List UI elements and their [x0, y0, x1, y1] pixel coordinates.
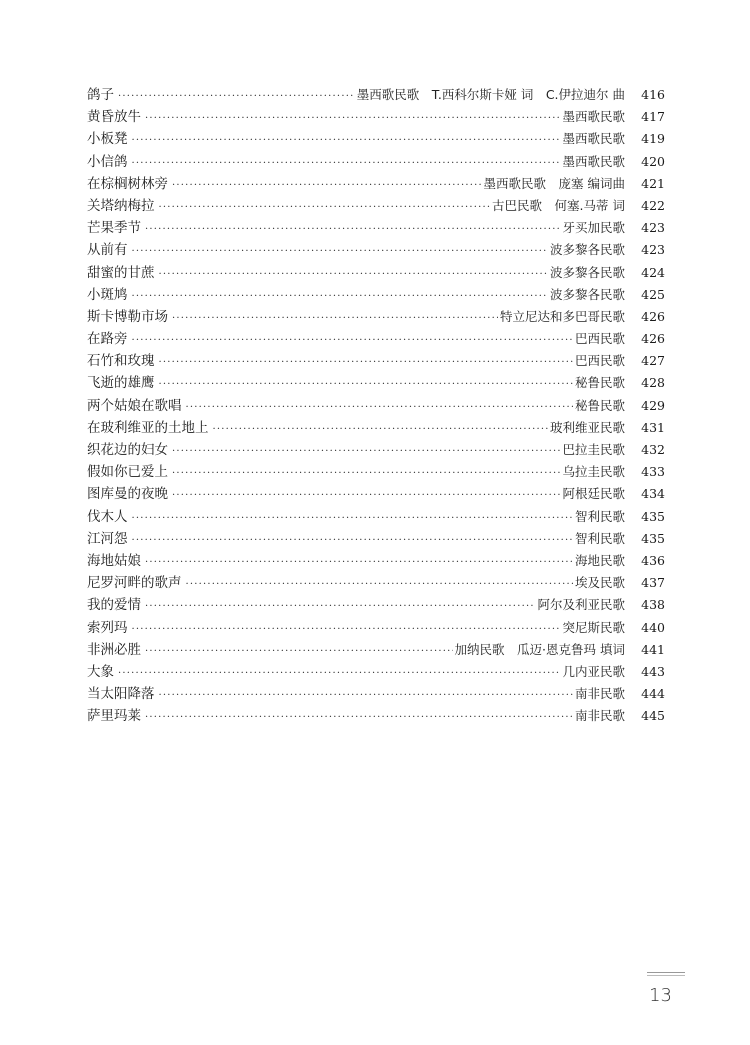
song-title: 在路旁: [87, 331, 128, 348]
page-ref: 424: [641, 264, 665, 280]
toc-entry[interactable]: [87, 417, 665, 439]
page-number: 13: [649, 985, 672, 1006]
song-title: 索列玛: [87, 619, 128, 636]
song-credit: 智利民歌: [574, 508, 625, 524]
song-credit: 秘鲁民歌: [574, 397, 625, 413]
dot-leader: [118, 663, 560, 685]
song-title: 在棕榈树林旁: [87, 175, 168, 192]
toc-entry[interactable]: [87, 439, 665, 461]
dot-leader: [159, 685, 573, 707]
song-credit: 南非民歌: [574, 708, 625, 724]
dot-leader: [172, 485, 560, 507]
song-title: 从前有: [87, 242, 128, 259]
toc-entry[interactable]: [87, 661, 665, 683]
toc-entry[interactable]: [87, 151, 665, 173]
footer-rule: [647, 972, 685, 976]
dot-leader: [172, 463, 560, 485]
page-ref: 419: [641, 131, 665, 147]
dot-leader: [159, 352, 573, 374]
dot-leader: [186, 574, 573, 596]
toc-entry[interactable]: [87, 572, 665, 594]
page-ref: 436: [641, 552, 665, 568]
page-ref: 423: [641, 242, 665, 258]
page-ref: 426: [641, 331, 665, 347]
page-ref: 417: [641, 109, 665, 125]
page-ref: 416: [641, 87, 665, 102]
song-title: 假如你已爱上: [87, 464, 168, 481]
table-of-contents: [87, 84, 665, 727]
toc-entry[interactable]: [87, 106, 665, 128]
toc-entry[interactable]: [87, 372, 665, 394]
song-credit: 波多黎各民歌: [549, 264, 625, 280]
song-credit: 埃及民歌: [574, 575, 625, 591]
toc-entry[interactable]: [87, 84, 665, 106]
song-credit: 巴西民歌: [574, 353, 625, 369]
dot-leader: [132, 130, 561, 152]
song-title: 飞逝的雄鹰: [87, 375, 155, 392]
toc-entry[interactable]: [87, 461, 665, 483]
page-ref: 421: [641, 175, 665, 191]
song-title: 小信鸽: [87, 153, 128, 170]
page-ref: 434: [641, 486, 665, 502]
toc-entry[interactable]: [87, 284, 665, 306]
toc-entry[interactable]: [87, 550, 665, 572]
song-credit: 海地民歌: [574, 552, 625, 568]
page-ref: 422: [641, 197, 665, 213]
toc-entry[interactable]: [87, 705, 665, 727]
song-credit: 墨西歌民歌 T.西科尔斯卡娅 词 C.伊拉迪尔 曲: [356, 87, 625, 102]
song-credit: 加纳民歌 瓜迈·恩克鲁玛 填词: [454, 641, 625, 657]
dot-leader: [132, 241, 548, 263]
song-title: 图库曼的夜晚: [87, 486, 168, 503]
page-ref: 441: [641, 641, 665, 657]
song-credit: 秘鲁民歌: [574, 375, 625, 391]
song-title: 大象: [87, 663, 114, 680]
song-credit: 阿尔及利亚民歌: [537, 597, 625, 613]
song-title: 关塔纳梅拉: [87, 197, 155, 214]
page-ref: 432: [641, 442, 665, 457]
toc-entry[interactable]: [87, 217, 665, 239]
song-credit: 巴拉圭民歌: [562, 442, 625, 457]
page-ref: 431: [641, 419, 665, 435]
song-title: 石竹和玫瑰: [87, 353, 155, 370]
song-credit: 阿根廷民歌: [562, 486, 625, 502]
dot-leader: [132, 153, 561, 175]
song-credit: 突尼斯民歌: [562, 619, 625, 635]
toc-entry[interactable]: [87, 350, 665, 372]
song-title: 当太阳降落: [87, 686, 155, 703]
page-ref: 443: [641, 663, 665, 679]
dot-leader: [159, 264, 548, 286]
song-title: 芒果季节: [87, 220, 141, 237]
page-ref: 420: [641, 153, 665, 169]
toc-entry[interactable]: [87, 528, 665, 550]
song-title: 鸽子: [87, 87, 114, 103]
song-credit: 玻利维亚民歌: [549, 419, 625, 435]
page-ref: 428: [641, 375, 665, 391]
dot-leader: [145, 108, 560, 130]
dot-leader: [132, 286, 548, 308]
toc-entry[interactable]: [87, 639, 665, 661]
song-credit: 墨西歌民歌: [562, 109, 625, 125]
dot-leader: [132, 508, 573, 530]
dot-leader: [145, 596, 535, 618]
song-title: 我的爱情: [87, 597, 141, 614]
dot-leader: [118, 86, 355, 108]
song-title: 伐木人: [87, 508, 128, 525]
toc-entry[interactable]: [87, 173, 665, 195]
dot-leader: [172, 441, 560, 463]
song-credit: 智利民歌: [574, 530, 625, 546]
toc-entry[interactable]: [87, 306, 665, 328]
toc-entry[interactable]: [87, 328, 665, 350]
song-title: 小斑鸠: [87, 286, 128, 303]
dot-leader: [213, 419, 548, 441]
toc-entry[interactable]: [87, 506, 665, 528]
dot-leader: [145, 219, 560, 241]
toc-entry[interactable]: [87, 683, 665, 705]
toc-entry[interactable]: [87, 594, 665, 616]
song-title: 江河怨: [87, 530, 128, 547]
page-ref: 425: [641, 286, 665, 302]
page-ref: 437: [641, 575, 665, 591]
page-ref: 429: [641, 397, 665, 413]
song-credit: 南非民歌: [574, 686, 625, 702]
page-ref: 435: [641, 530, 665, 546]
song-title: 甜蜜的甘蔗: [87, 264, 155, 281]
page-ref: 440: [641, 619, 665, 635]
song-title: 尼罗河畔的歌声: [87, 575, 182, 592]
song-credit: 墨西歌民歌 庞塞 编词曲: [483, 175, 625, 191]
song-credit: 墨西歌民歌: [562, 131, 625, 147]
song-credit: 波多黎各民歌: [549, 242, 625, 258]
toc-entry[interactable]: [87, 128, 665, 150]
song-title: 黄昏放牛: [87, 109, 141, 126]
dot-leader: [159, 197, 491, 219]
toc-entry[interactable]: [87, 262, 665, 284]
song-title: 海地姑娘: [87, 552, 141, 569]
page-ref: 426: [641, 308, 665, 324]
song-title: 在玻利维亚的土地上: [87, 419, 209, 436]
page-ref: 423: [641, 220, 665, 236]
toc-entry[interactable]: [87, 395, 665, 417]
song-credit: 几内亚民歌: [562, 663, 625, 679]
dot-leader: [132, 530, 573, 552]
dot-leader: [186, 397, 573, 419]
song-credit: 牙买加民歌: [562, 220, 625, 236]
dot-leader: [145, 707, 573, 729]
page-ref: 444: [641, 686, 665, 702]
song-title: 小板凳: [87, 131, 128, 148]
song-credit: 乌拉圭民歌: [562, 464, 625, 480]
song-credit: 古巴民歌 何塞.马蒂 词: [492, 197, 625, 213]
toc-entry[interactable]: [87, 617, 665, 639]
toc-entry[interactable]: [87, 483, 665, 505]
dot-leader: [132, 330, 573, 352]
toc-entry[interactable]: [87, 239, 665, 261]
dot-leader: [145, 641, 453, 663]
page-ref: 433: [641, 464, 665, 480]
song-title: 织花边的妇女: [87, 442, 168, 458]
song-title: 两个姑娘在歌唱: [87, 397, 182, 414]
song-credit: 波多黎各民歌: [549, 286, 625, 302]
page-ref: 438: [641, 597, 665, 613]
page-ref: 435: [641, 508, 665, 524]
song-credit: 墨西歌民歌: [562, 153, 625, 169]
song-title: 萨里玛莱: [87, 708, 141, 725]
song-title: 斯卡博勒市场: [87, 308, 168, 325]
dot-leader: [145, 552, 573, 574]
dot-leader: [172, 175, 482, 197]
page-ref: 445: [641, 708, 665, 724]
dot-leader: [159, 374, 573, 396]
song-credit: 特立尼达和多巴哥民歌: [499, 308, 625, 324]
song-title: 非洲必胜: [87, 641, 141, 658]
dot-leader: [132, 619, 561, 641]
page-ref: 427: [641, 353, 665, 369]
toc-entry[interactable]: [87, 195, 665, 217]
dot-leader: [172, 308, 498, 330]
song-credit: 巴西民歌: [574, 331, 625, 347]
